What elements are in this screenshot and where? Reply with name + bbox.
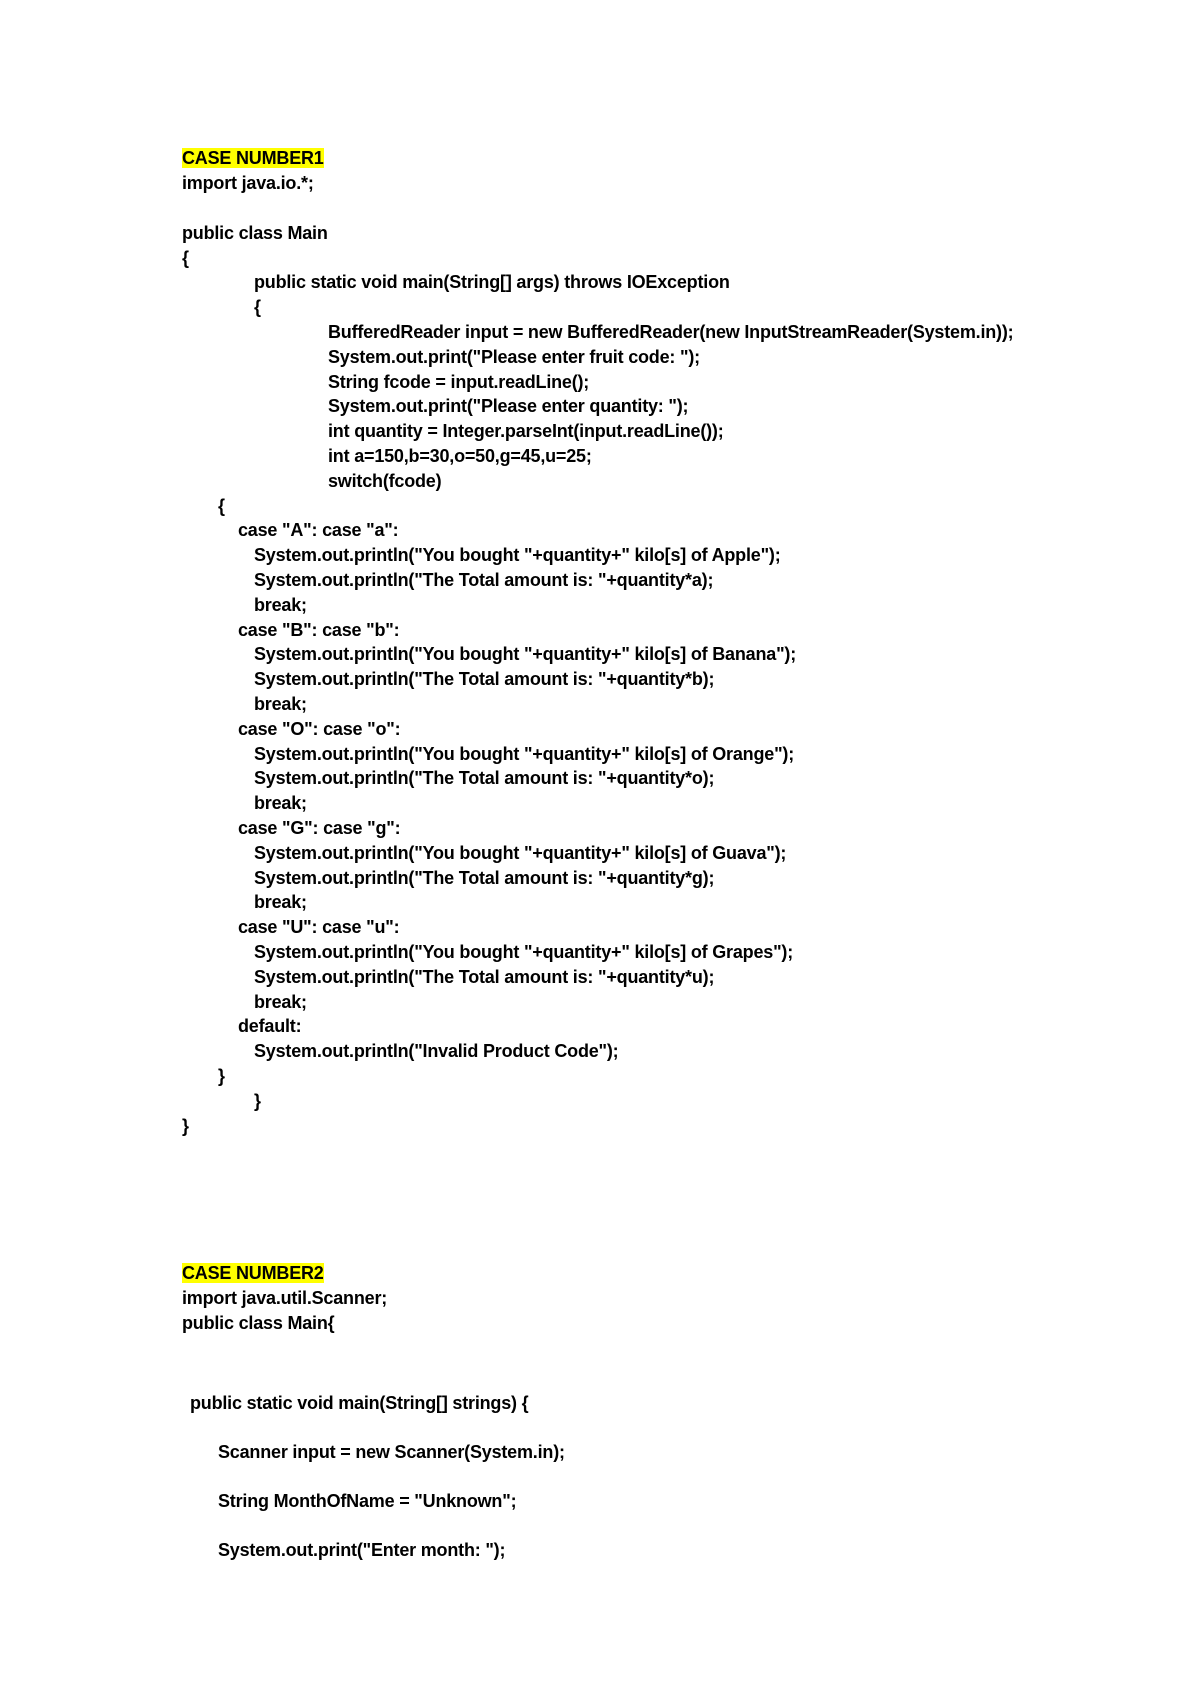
- code-line: import java.util.Scanner;: [182, 1288, 388, 1308]
- code-line: {: [182, 248, 189, 268]
- code-line: {: [218, 496, 225, 516]
- code-line: case "U": case "u":: [238, 917, 400, 937]
- code-line: }: [218, 1066, 225, 1086]
- code-line: break;: [254, 992, 307, 1012]
- code-line: System.out.println("The Total amount is: "+quantity*o);: [254, 768, 715, 788]
- code-line: }: [254, 1091, 261, 1111]
- code-line: String fcode = input.readLine();: [328, 372, 590, 392]
- code-line: System.out.println("You bought "+quantity+" kilo[s] of Banana");: [254, 644, 797, 664]
- code-line: System.out.println("The Total amount is: "+quantity*u);: [254, 967, 715, 987]
- code-line: switch(fcode): [328, 471, 442, 491]
- code-line: public static void main(String[] args) throws IOException: [254, 272, 730, 292]
- code-line: public class Main{: [182, 1313, 335, 1333]
- code-line: public class Main: [182, 223, 328, 243]
- code-line: System.out.print("Please enter fruit code: ");: [328, 347, 700, 367]
- code-line: case "A": case "a":: [238, 520, 399, 540]
- code-line: System.out.println("You bought "+quantity+" kilo[s] of Orange");: [254, 744, 794, 764]
- code-line: break;: [254, 793, 307, 813]
- code-line: default:: [238, 1016, 302, 1036]
- case-1-heading: CASE NUMBER1: [182, 148, 324, 168]
- code-line: System.out.println("The Total amount is: "+quantity*b);: [254, 669, 715, 689]
- code-line: int a=150,b=30,o=50,g=45,u=25;: [328, 446, 592, 466]
- code-line: Scanner input = new Scanner(System.in);: [218, 1442, 565, 1462]
- code-line: System.out.println("You bought "+quantity+" kilo[s] of Grapes");: [254, 942, 794, 962]
- code-line: System.out.println("The Total amount is: "+quantity*g);: [254, 868, 715, 888]
- code-line: public static void main(String[] strings) {: [190, 1393, 529, 1413]
- code-line: int quantity = Integer.parseInt(input.readLine());: [328, 421, 724, 441]
- code-line: }: [182, 1116, 189, 1136]
- code-line: import java.io.*;: [182, 173, 314, 193]
- code-line: break;: [254, 595, 307, 615]
- code-line: BufferedReader input = new BufferedReader(new InputStreamReader(System.in));: [328, 322, 1014, 342]
- code-line: case "B": case "b":: [238, 620, 400, 640]
- code-line: System.out.println("You bought "+quantity+" kilo[s] of Apple");: [254, 545, 781, 565]
- code-line: break;: [254, 892, 307, 912]
- code-line: {: [254, 297, 261, 317]
- code-line: case "O": case "o":: [238, 719, 401, 739]
- code-line: System.out.println("Invalid Product Code");: [254, 1041, 619, 1061]
- case-2-heading: CASE NUMBER2: [182, 1263, 324, 1283]
- code-line: System.out.println("You bought "+quantity+" kilo[s] of Guava");: [254, 843, 787, 863]
- code-line: System.out.println("The Total amount is: "+quantity*a);: [254, 570, 714, 590]
- code-line: System.out.print("Please enter quantity: ");: [328, 396, 689, 416]
- code-line: break;: [254, 694, 307, 714]
- code-line: case "G": case "g":: [238, 818, 401, 838]
- code-line: String MonthOfName = "Unknown";: [218, 1491, 517, 1511]
- code-line: System.out.print("Enter month: ");: [218, 1540, 506, 1560]
